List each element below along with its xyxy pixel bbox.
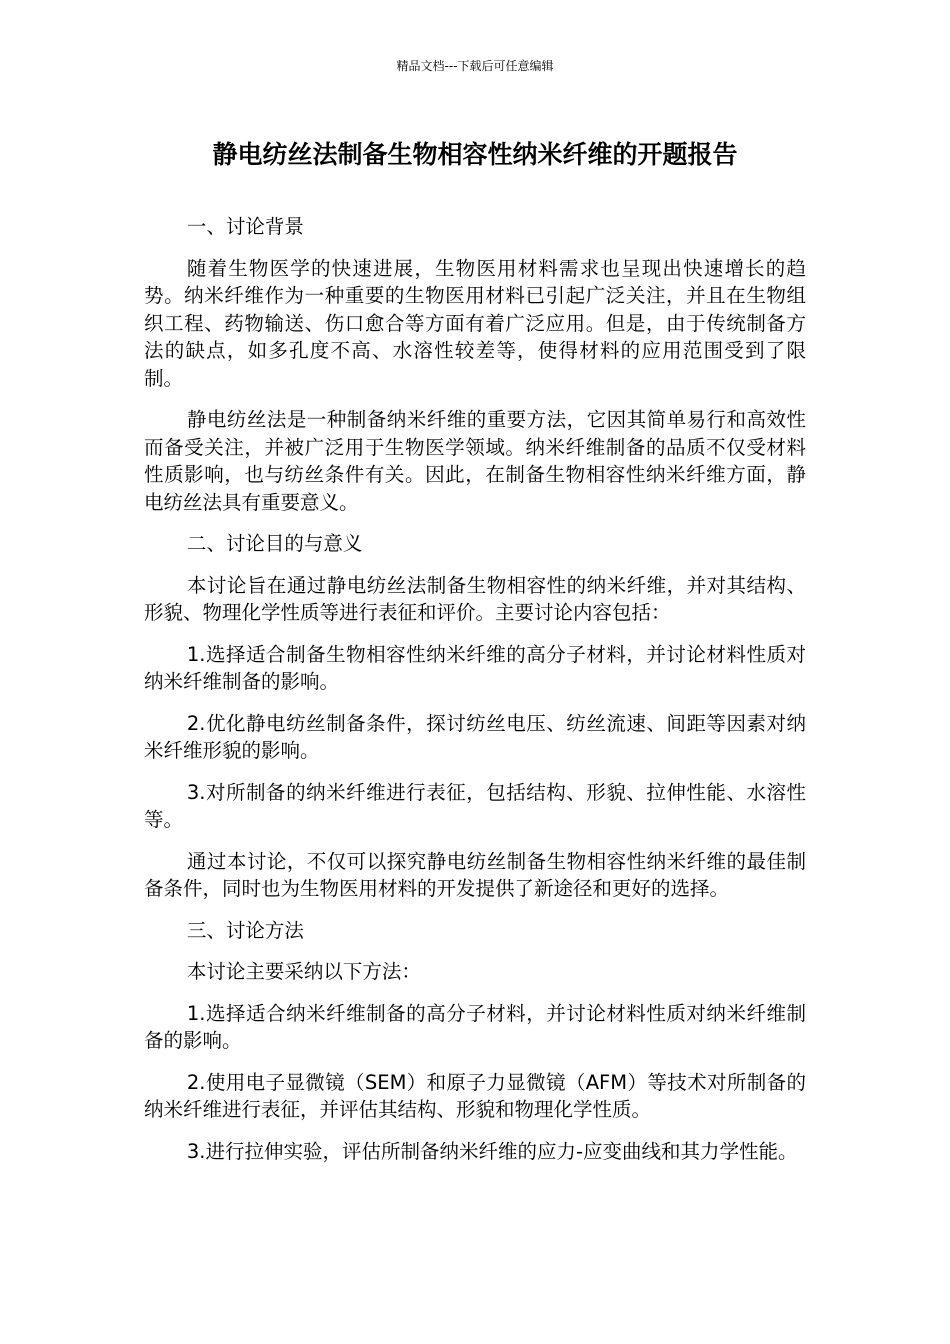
section-heading-purpose: 二、讨论目的与意义 (186, 532, 363, 555)
section-heading-background: 一、讨论背景 (186, 215, 304, 238)
section-heading-methods: 三、讨论方法 (186, 918, 304, 942)
header-note: 精品文档---下载后可任意编辑 (396, 59, 554, 73)
paragraph: 通过本讨论，不仅可以探究静电纺丝制备生物相容性纳米纤维的最佳制备条件，同时也为生物医用材料的开发提供了新途径和更好的选择。 (144, 849, 806, 900)
list-item: 1.选择适合制备生物相容性纳米纤维的高分子材料，并讨论材料性质对纳米纤维制备的影响。 (144, 642, 806, 693)
list-item: 2.使用电子显微镜（SEM）和原子力显微镜（AFM）等技术对所制备的纳米纤维进行表征，并评估其结构、形貌和物理化学性质。 (144, 1070, 806, 1121)
paragraph: 静电纺丝法是一种制备纳米纤维的重要方法，它因其简单易行和高效性而备受关注，并被广泛用于生物医学领域。纳米纤维制备的品质不仅受材料性质影响，也与纺丝条件有关。因此，在制备生物相容性纳米纤维方面，静电纺丝法具有重要意义。 (144, 408, 806, 514)
list-item: 3.对所制备的纳米纤维进行表征，包括结构、形貌、拉伸性能、水溶性等。 (144, 780, 806, 831)
document-title: 静电纺丝法制备生物相容性纳米纤维的开题报告 (212, 140, 738, 169)
list-item: 2.优化静电纺丝制备条件，探讨纺丝电压、纺丝流速、间距等因素对纳米纤维形貌的影响。 (144, 711, 806, 762)
paragraph: 本讨论旨在通过静电纺丝法制备生物相容性的纳米纤维，并对其结构、形貌、物理化学性质等进行表征和评价。主要讨论内容包括： (144, 573, 806, 624)
paragraph: 本讨论主要采纳以下方法： (186, 960, 421, 983)
document-body (144, 213, 806, 1179)
list-item: 1.选择适合纳米纤维制备的高分子材料，并讨论材料性质对纳米纤维制备的影响。 (144, 1001, 806, 1052)
paragraph: 随着生物医学的快速进展，生物医用材料需求也呈现出快速增长的趋势。纳米纤维作为一种重要的生物医用材料已引起广泛关注，并且在生物组织工程、药物输送、伤口愈合等方面有着广泛应用。但是，由于传统制备方法的缺点，如多孔度不高、水溶性较差等，使得材料的应用范围受到了限制。 (144, 256, 806, 390)
list-item: 3.进行拉伸实验，评估所制备纳米纤维的应力-应变曲线和其力学性能。 (186, 1139, 798, 1163)
